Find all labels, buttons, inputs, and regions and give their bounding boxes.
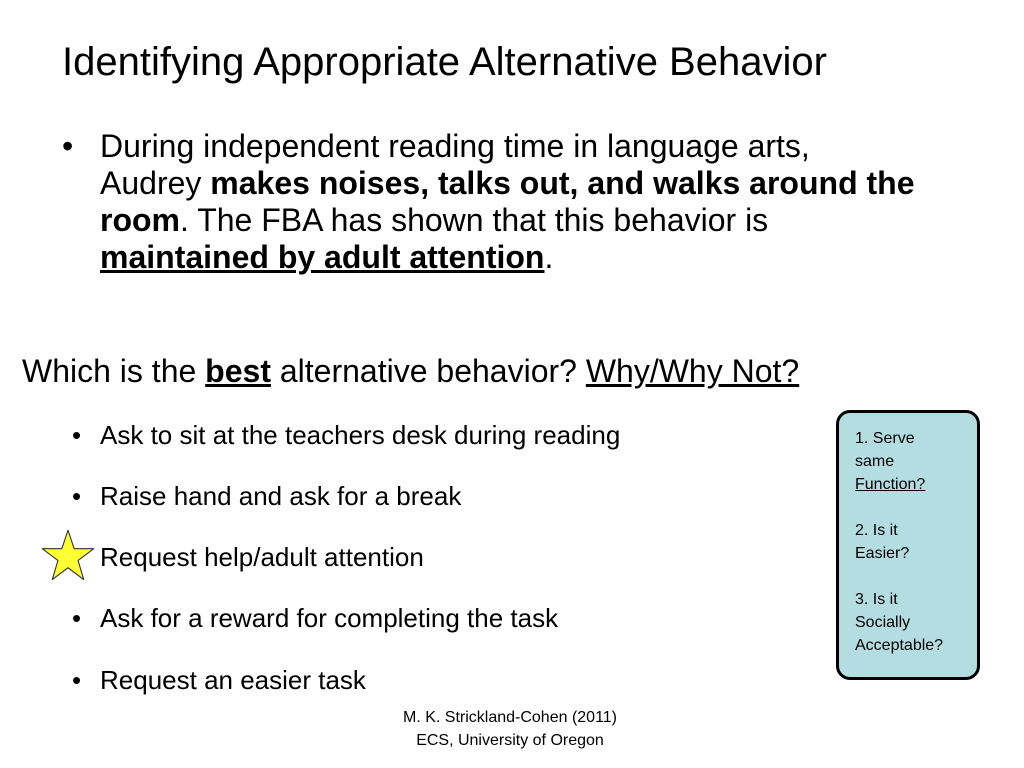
question-middle: alternative behavior? [270,353,586,389]
footer-citation [340,706,680,752]
criteria-line: 3. Is it [855,591,898,608]
question [22,352,799,390]
option-item [72,603,558,634]
criteria-line: 1. Serve [855,430,915,447]
scenario-part1: During independent reading time in language arts, Audrey [100,128,810,201]
option-item [72,420,620,451]
option-item [72,542,424,573]
bullet-dot: • [62,128,74,164]
spacer [855,565,969,588]
scenario-text [100,128,915,276]
question-why: Why/Why Not? [585,353,800,389]
option-label: Ask for a reward for completing the task [100,603,559,633]
criteria-line: same [855,453,895,470]
scenario-behavior: makes noises, talks out, and walks around the room [100,165,915,238]
bullet-dot: • [72,665,82,695]
option-item [72,665,366,696]
footer-line: M. K. Strickland-Cohen (2011) [402,709,617,726]
scenario-part2: . The FBA has shown that this behavior is [180,202,769,238]
criteria-line: 2. Is it [855,522,898,539]
option-label: Request an easier task [100,665,366,695]
option-label: Request help/adult attention [100,542,424,572]
bullet-dot: • [72,481,82,511]
slide-title: Identifying Appropriate Alternative Behavior [62,40,827,84]
scenario-function: maintained by adult attention [100,239,545,275]
criteria-line: Function? [855,476,926,493]
question-emphasis: best [205,353,271,389]
bullet-dot: • [72,603,82,633]
footer-line: ECS, University of Oregon [416,732,604,749]
criteria-line: Acceptable? [855,637,944,654]
option-label: Ask to sit at the teachers desk during reading [100,420,621,450]
star-icon [40,528,96,584]
scenario-part3: . [544,239,554,275]
question-prefix: Which is the [22,353,206,389]
criteria-box [836,410,980,680]
criteria-line: Socially [855,614,911,631]
option-label: Raise hand and ask for a break [100,481,462,511]
spacer [855,496,969,519]
criteria-line: Easier? [855,545,910,562]
option-item [72,481,461,512]
bullet-dot: • [72,420,82,450]
